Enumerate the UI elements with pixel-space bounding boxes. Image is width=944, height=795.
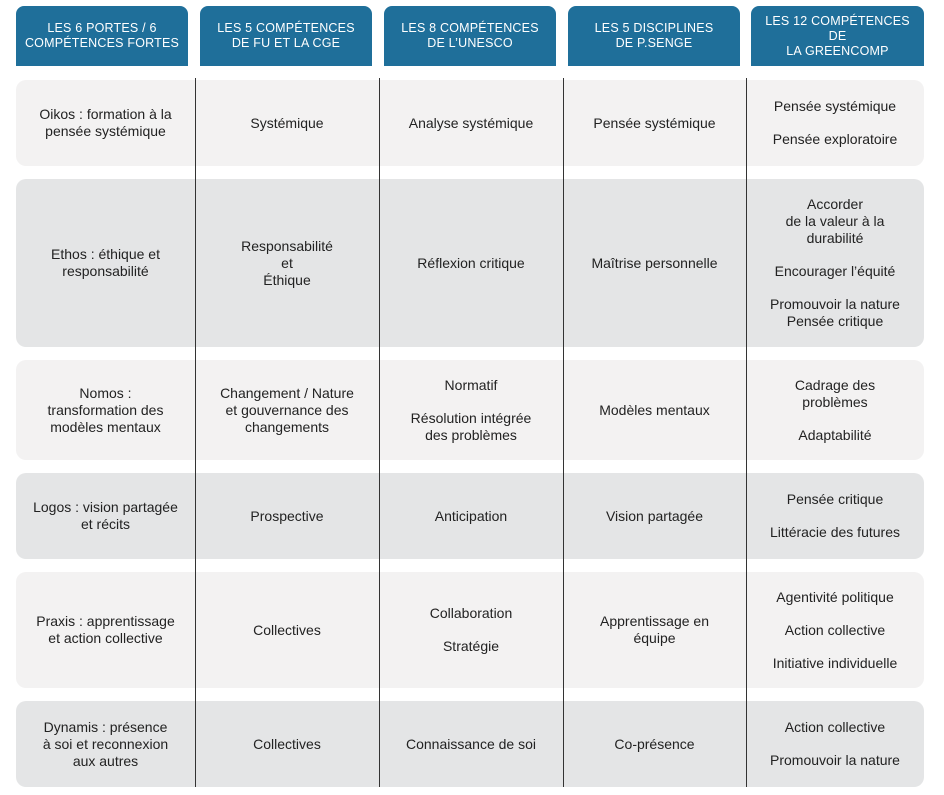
- table-row: [16, 473, 924, 559]
- cell-item: Responsabilité et Éthique: [241, 237, 333, 288]
- cell-item: Prospective: [250, 507, 324, 524]
- row-header-cell: [16, 179, 195, 347]
- table-cell: [379, 473, 563, 559]
- table-cell: [195, 572, 379, 688]
- cell-item: Promouvoir la nature: [770, 752, 900, 768]
- cell-item: Cadrage des problèmes: [794, 376, 876, 410]
- cell-item: Collectives: [253, 735, 321, 752]
- cell-item: Normatif: [444, 376, 498, 393]
- table-cell: [746, 473, 924, 559]
- cell-item: Praxis : apprentissage et action collective: [36, 613, 175, 646]
- table-cell: [563, 179, 746, 347]
- column-header-label: LES 8 COMPÉTENCES DE L’UNESCO: [401, 21, 539, 50]
- table-cell: [746, 179, 924, 347]
- table-cell: [746, 572, 924, 688]
- table-cell: [379, 179, 563, 347]
- column-divider: [379, 78, 380, 787]
- column-divider: [195, 78, 196, 787]
- table-cell: [195, 701, 379, 787]
- table-cell: [746, 80, 924, 166]
- cell-item: Encourager l’équité: [774, 263, 896, 279]
- cell-item: Littéracie des futures: [770, 524, 900, 540]
- row-header-cell: [16, 572, 195, 688]
- column-header-label: LES 5 DISCIPLINES DE P.SENGE: [594, 21, 714, 50]
- column-header-label: LES 6 PORTES / 6 COMPÉTENCES FORTES: [24, 21, 180, 50]
- table-row: [16, 360, 924, 460]
- table-cell: [746, 701, 924, 787]
- table-cell: [195, 360, 379, 460]
- table-cell: [379, 701, 563, 787]
- cell-item: Apprentissage en équipe: [600, 613, 709, 646]
- column-divider: [563, 78, 564, 787]
- cell-item: Action collective: [784, 719, 886, 735]
- cell-item: Pensée systémique: [773, 98, 897, 114]
- table-row: [16, 572, 924, 688]
- column-header-label: LES 5 COMPÉTENCES DE FU ET LA CGE: [217, 21, 355, 50]
- column-header-label: LES 12 COMPÉTENCES DE LA GREENCOMP: [765, 13, 910, 58]
- table-cell: [563, 473, 746, 559]
- cell-item: Pensée systémique: [593, 114, 716, 131]
- column-divider: [746, 78, 747, 787]
- column-header: [200, 6, 372, 66]
- cell-item: Logos : vision partagée et récits: [33, 499, 178, 532]
- cell-item: Connaissance de soi: [406, 735, 536, 752]
- table-cell: [563, 572, 746, 688]
- table-cell: [379, 572, 563, 688]
- column-header: [568, 6, 740, 66]
- cell-item: Modèles mentaux: [599, 401, 710, 418]
- cell-item: Action collective: [784, 621, 886, 638]
- table-row: [16, 80, 924, 166]
- cell-item: Dynamis : présence à soi et reconnexion aux autres: [42, 718, 169, 769]
- cell-item: Ethos : éthique et responsabilité: [51, 246, 160, 279]
- cell-item: Changement / Nature et gouvernance des changements: [220, 384, 354, 435]
- row-header-cell: [16, 701, 195, 787]
- table-cell: [195, 80, 379, 166]
- table-cell: [379, 360, 563, 460]
- row-header-cell: [16, 360, 195, 460]
- table-cell: [746, 360, 924, 460]
- cell-item: Co-présence: [614, 735, 695, 752]
- cell-item: Adaptabilité: [798, 426, 872, 443]
- table-cell: [563, 80, 746, 166]
- cell-item: Maîtrise personnelle: [591, 254, 718, 271]
- cell-item: Agentivité politique: [776, 588, 894, 605]
- table-row: [16, 179, 924, 347]
- cell-item: Collaboration: [429, 605, 513, 621]
- column-header: [16, 6, 188, 66]
- cell-item: Anticipation: [434, 507, 508, 524]
- table-cell: [379, 80, 563, 166]
- cell-item: Pensée critique: [786, 491, 884, 507]
- table-cell: [563, 701, 746, 787]
- cell-item: Résolution intégrée des problèmes: [410, 409, 532, 443]
- cell-item: Stratégie: [442, 638, 500, 654]
- cell-item: Initiative individuelle: [772, 654, 898, 671]
- table-row: [16, 701, 924, 787]
- row-header-cell: [16, 473, 195, 559]
- column-header: [751, 6, 924, 66]
- cell-item: Réflexion critique: [417, 254, 525, 271]
- cell-item: Collectives: [253, 621, 321, 638]
- cell-item: Nomos : transformation des modèles mentaux: [47, 384, 164, 435]
- column-header: [384, 6, 556, 66]
- cell-item: Oikos : formation à la pensée systémique: [39, 106, 172, 139]
- table-cell: [195, 179, 379, 347]
- cell-item: Vision partagée: [605, 507, 704, 524]
- table-cell: [563, 360, 746, 460]
- cell-item: Promouvoir la nature Pensée critique: [770, 296, 900, 329]
- row-header-cell: [16, 80, 195, 166]
- cell-item: Systémique: [250, 114, 324, 131]
- cell-item: Analyse systémique: [408, 114, 534, 131]
- table-cell: [195, 473, 379, 559]
- cell-item: Pensée exploratoire: [772, 131, 898, 147]
- cell-item: Accorder de la valeur à la durabilité: [785, 196, 885, 246]
